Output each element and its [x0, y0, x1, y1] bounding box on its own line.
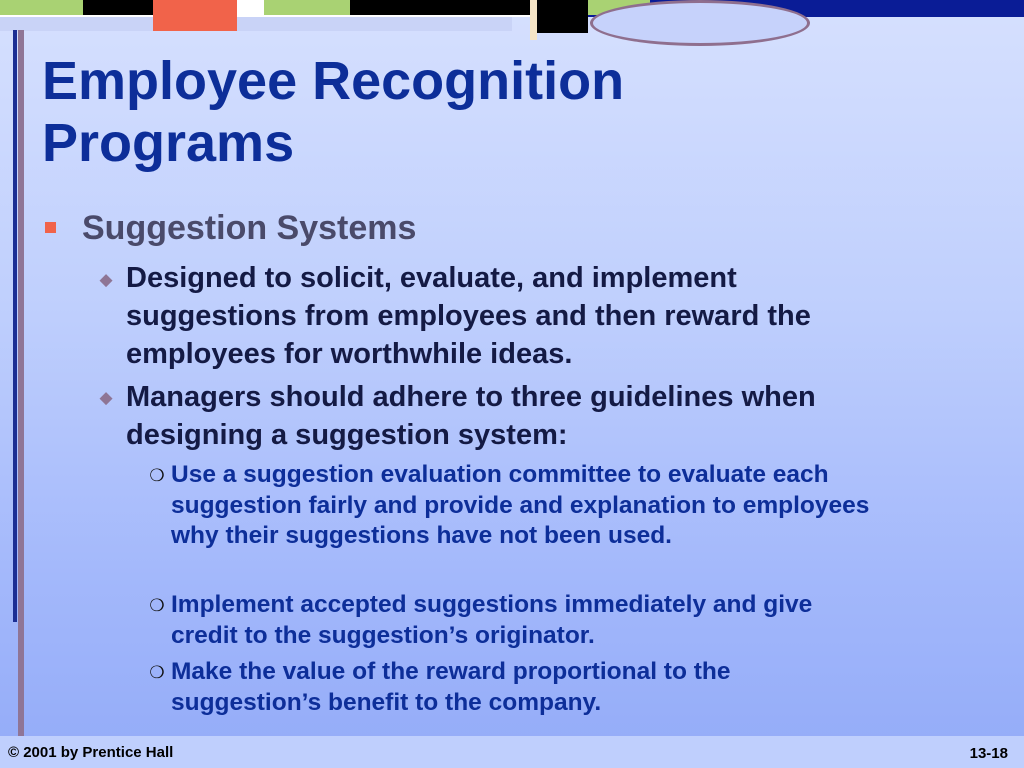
circle-bullet-icon: ❍ — [149, 466, 165, 485]
black-block-decoration — [83, 0, 153, 15]
green-block-decoration — [0, 0, 83, 15]
red-square-decoration — [153, 0, 237, 31]
diamond-bullet-icon: ◆ — [99, 270, 113, 289]
green-block-decoration — [264, 0, 350, 15]
bullet-managers-guidelines: Managers should adhere to three guidelines when designing a suggestion system: — [126, 381, 816, 451]
slide-number: 13-18 — [969, 745, 1008, 762]
circle-bullet-icon: ❍ — [149, 663, 165, 682]
left-mauve-line — [18, 30, 24, 736]
subbullet-implement-immediately: Implement accepted suggestions immediately and give credit to the suggestion’s originator. — [171, 591, 813, 649]
slide-title: Employee Recognition Programs — [42, 51, 625, 173]
lavender-strip-decoration — [0, 17, 512, 31]
diamond-bullet-icon: ◆ — [99, 388, 113, 407]
bullet-suggestion-systems: Suggestion Systems — [82, 209, 417, 247]
bullet-designed-to-solicit: Designed to solicit, evaluate, and implement suggestions from employees and then reward the employees for worthwhile ideas. — [126, 262, 811, 370]
square-bullet-icon — [45, 222, 56, 233]
subbullet-reward-proportional: Make the value of the reward proportional to the suggestion’s benefit to the company. — [171, 658, 731, 716]
circle-bullet-icon: ❍ — [149, 596, 165, 615]
tan-divider-decoration — [530, 0, 537, 40]
black-block-decoration — [350, 0, 532, 15]
subbullet-evaluation-committee: Use a suggestion evaluation committee to evaluate each suggestion fairly and provide and explanation to employees why their suggestions have not been used. — [171, 461, 870, 549]
oval-decoration — [590, 0, 810, 46]
black-block-decoration — [537, 0, 588, 33]
copyright-text: © 2001 by Prentice Hall — [8, 744, 174, 761]
left-navy-line — [13, 30, 17, 622]
